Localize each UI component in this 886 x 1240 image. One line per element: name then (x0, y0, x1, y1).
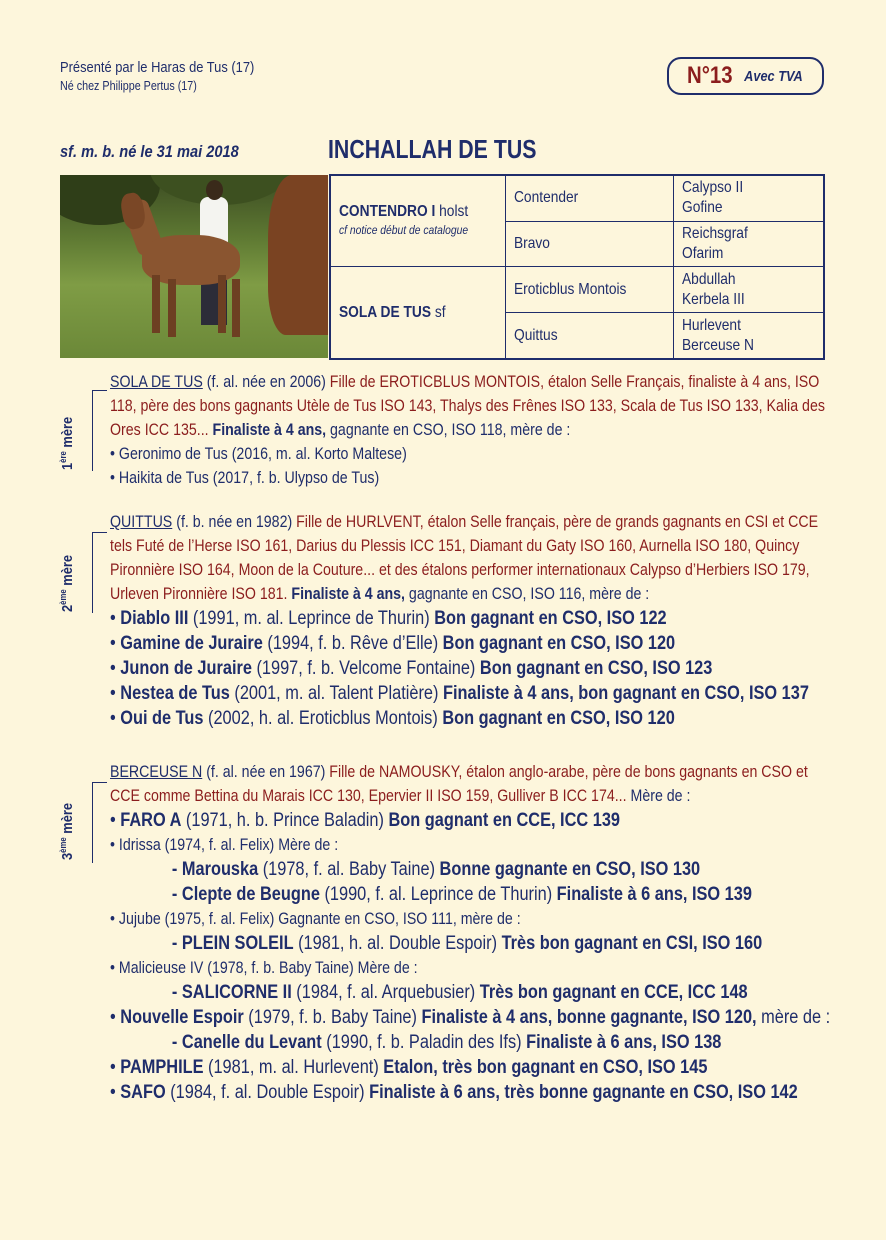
pedigree-table (329, 174, 825, 360)
third-dam-bracket (92, 782, 107, 863)
ggp-cell-3: Abdullah Kerbela III (673, 267, 824, 313)
third-dam-label: 3ème mère (58, 802, 76, 860)
born-at: Né chez Philippe Pertus (17) (60, 79, 197, 93)
third-dam-section: BERCEUSE N (f. al. née en 1967) Fille de NAMOUSKY, étalon anglo-arabe, père de bons gagnants en CSO et CCE comme Bettina du Marais ICC 130, Epervier II ISO 159, Gulliver B ICC 174... Mère de : • FARO A (1971, h. b. Prince Baladin) Bon gagnant en CCE, ICC 139 • Idrissa (1974, f. al. Felix) Mère de : - Marouska (1978, f. al. Baby Taine) Bonne gagnante en CSO, ISO 130 - Clepte de Beugne (1990, f. al. Leprince de Thurin) Finaliste à 6 ans, ISO 139 • Jujube (1975, f. al. Felix) Gagnante en CSO, ISO 111, mère de : - PLEIN SOLEIL (1981, h. al. Double Espoir) Très bon gagnant en CSI, ISO 160 • Malicieuse IV (1978, f. b. Baby Taine) Mère de : - SALICORNE II (1984, f. al. Arquebusier) Très bon gagnant en CCE, ICC 148 • Nouvelle Espoir (1979, f. b. Baby Taine) Finaliste à 4 ans, bonne gagnante, ISO 120, mère de : - Canelle du Levant (1990, f. b. Paladin des Ifs) Finaliste à 6 ans, ISO 138 • PAMPHILE (1981, m. al. Hurlevent) Etalon, très bon gagnant en CSO, ISO 145 • SAFO (1984, f. al. Double Espoir) Finaliste à 6 ans, très bonne gagnante en CSO, ISO 142 (110, 760, 830, 1105)
ggp-cell-2: Reichsgraf Ofarim (673, 221, 824, 267)
list-item: - Marouska (1978, f. al. Baby Taine) Bonne gagnante en CSO, ISO 130 (171, 859, 701, 880)
lot-badge (667, 57, 824, 95)
header-left (60, 58, 286, 94)
first-dam-name: SOLA DE TUS (110, 373, 203, 391)
third-dam-name: BERCEUSE N (110, 763, 203, 781)
dam-sire-cell: Eroticblus Montois (506, 267, 673, 313)
list-item: - Clepte de Beugne (1990, f. al. Leprince de Thurin) Finaliste à 6 ans, ISO 139 (171, 884, 752, 905)
list-item: • PAMPHILE (1981, m. al. Hurlevent) Etalon, très bon gagnant en CSO, ISO 145 (110, 1055, 729, 1080)
list-item: • Gamine de Juraire (1994, f. b. Rêve d’Elle) Bon gagnant en CSO, ISO 120 (110, 631, 729, 656)
list-item: • Idrissa (1974, f. al. Felix) Mère de : (110, 833, 729, 857)
first-dam-label: 1ère mère (58, 416, 76, 470)
dam-dam-cell: Quittus (506, 313, 673, 359)
first-dam-sire: EROTICBLUS MONTOIS (379, 373, 541, 391)
second-dam-label: 2ème mère (58, 554, 76, 612)
lot-number: N°13 (687, 62, 733, 89)
list-item: • Nestea de Tus (2001, m. al. Talent Platière) Finaliste à 4 ans, bon gagnant en CSO, ISO 137 (110, 681, 729, 706)
second-dam-sire: HURLVENT (345, 513, 420, 531)
list-item: - SALICORNE II (1984, f. al. Arquebusier) Très bon gagnant en CCE, ICC 148 (171, 982, 748, 1003)
sire-cell (330, 175, 506, 267)
list-item: • Jujube (1975, f. al. Felix) Gagnante en CSO, ISO 111, mère de : (110, 907, 729, 931)
list-item: • Nouvelle Espoir (1979, f. b. Baby Taine) Finaliste à 4 ans, bonne gagnante, ISO 120, mère de : (110, 1005, 729, 1030)
list-item: • Junon de Juraire (1997, f. b. Velcome Fontaine) Bon gagnant en CSO, ISO 123 (110, 656, 729, 681)
list-item: • Diablo III (1991, m. al. Leprince de Thurin) Bon gagnant en CSO, ISO 122 (110, 606, 729, 631)
sire-note: cf notice début de catalogue (339, 223, 469, 238)
presented-by: Présenté par le Haras de Tus (17) (60, 59, 255, 76)
dam-cell (330, 267, 506, 359)
list-item: • Haikita de Tus (2017, f. b. Ulypso de Tus) (110, 466, 729, 490)
dam-breed: sf (434, 303, 446, 321)
sire-sire-cell: Contender (506, 175, 673, 221)
lot-tax: Avec TVA (744, 67, 803, 85)
list-item: • Oui de Tus (2002, h. al. Eroticblus Montois) Bon gagnant en CSO, ISO 120 (110, 706, 729, 731)
ggp-cell-1: Calypso II Gofine (673, 175, 824, 221)
sire-dam-cell: Bravo (506, 221, 673, 267)
list-item: - PLEIN SOLEIL (1981, h. al. Double Espoir) Très bon gagnant en CSI, ISO 160 (171, 933, 763, 954)
horse-description: sf. m. b. né le 31 mai 2018 (60, 142, 239, 161)
third-dam-sire: NAMOUSKY (378, 763, 459, 781)
list-item: • SAFO (1984, f. al. Double Espoir) Finaliste à 6 ans, très bonne gagnante en CSO, ISO 142 (110, 1080, 729, 1105)
second-dam-name: QUITTUS (110, 513, 173, 531)
horse-photo (60, 175, 328, 358)
list-item: - Canelle du Levant (1990, f. b. Paladin des Ifs) Finaliste à 6 ans, ISO 138 (171, 1032, 722, 1053)
list-item: • Malicieuse IV (1978, f. b. Baby Taine) Mère de : (110, 956, 729, 980)
list-item: • FARO A (1971, h. b. Prince Baladin) Bon gagnant en CCE, ICC 139 (110, 808, 729, 833)
horse-name: INCHALLAH DE TUS (328, 134, 537, 164)
first-dam-section: SOLA DE TUS (f. al. née en 2006) Fille de EROTICBLUS MONTOIS, étalon Selle Français, finaliste à 4 ans, ISO 118, père des bons gagnants Utèle de Tus ISO 143, Thalys des Frênes ISO 133, Scala de Tus ISO 133, Kalia des Ores ICC 135... Finaliste à 4 ans, gagnante en CSO, ISO 118, mère de : • Geronimo de Tus (2016, m. al. Korto Maltese) • Haikita de Tus (2017, f. b. Ulypso de Tus) (110, 370, 830, 490)
ggp-cell-4: Hurlevent Berceuse N (673, 313, 824, 359)
second-dam-section: QUITTUS (f. b. née en 1982) Fille de HURLVENT, étalon Selle français, père de grands gagnants en CSI et CCE tels Futé de l’Herse ISO 161, Darius du Plessis ICC 151, Diamant du Gaty ISO 160, Aurnella ISO 180, Quincy Pironnière ISO 164, Moon de la Couture... et des étalons performer internationaux Calypso d’Herbiers ISO 179, Urleven Pironnière ISO 181. Finaliste à 4 ans, gagnante en CSO, ISO 116, mère de : • Diablo III (1991, m. al. Leprince de Thurin) Bon gagnant en CSO, ISO 122 • Gamine de Juraire (1994, f. b. Rêve d’Elle) Bon gagnant en CSO, ISO 120 • Junon de Juraire (1997, f. b. Velcome Fontaine) Bon gagnant en CSO, ISO 123 • Nestea de Tus (2001, m. al. Talent Platière) Finaliste à 4 ans, bon gagnant en CSO, ISO 137 • Oui de Tus (2002, h. al. Eroticblus Montois) Bon gagnant en CSO, ISO 120 (110, 510, 830, 731)
first-dam-bracket (92, 390, 107, 471)
sire-name: CONTENDRO I (339, 203, 436, 221)
second-dam-bracket (92, 532, 107, 613)
sire-breed: holst (439, 203, 469, 221)
list-item: • Geronimo de Tus (2016, m. al. Korto Maltese) (110, 442, 729, 466)
dam-name: SOLA DE TUS (339, 303, 431, 321)
